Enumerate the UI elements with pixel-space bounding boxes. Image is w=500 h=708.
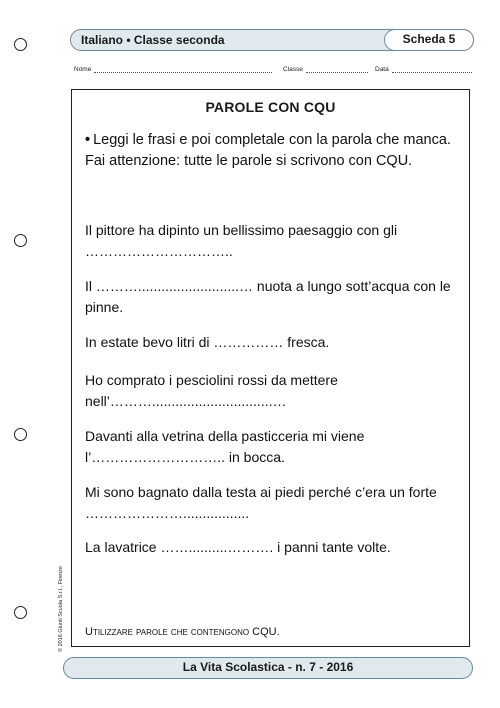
footnote: Utilizzare parole che contengono CQU.: [85, 626, 280, 638]
student-fields: [70, 66, 474, 78]
binder-hole-2: [14, 234, 27, 247]
copyright-notice: © 2016 Giunti Scuola S.r.l., Firenze: [58, 566, 64, 652]
name-line[interactable]: [94, 66, 272, 73]
sentence-6: Mi sono bagnato dalla testa ai piedi perché c’era un forte ………………….................: [85, 484, 437, 521]
sentence-7: La lavatrice ……..........………. i panni tante volte.: [85, 539, 391, 555]
footer-bar: La Vita Scolastica - n. 7 - 2016: [63, 657, 473, 679]
worksheet-frame: [71, 89, 470, 647]
name-label: Nome: [74, 66, 92, 73]
name-field[interactable]: [74, 66, 272, 73]
binder-hole-4: [14, 606, 27, 619]
worksheet-title: PAROLE CON CQU: [205, 99, 336, 115]
sentence-2: Il ………..........................… nuota a lungo sott’acqua con le pinne.: [85, 278, 451, 315]
instruction-body: Leggi le frasi e poi completale con la parola che manca. Fai attenzione: tutte le parole si scrivono con CQU.: [85, 132, 451, 169]
date-field[interactable]: [375, 66, 472, 73]
date-line[interactable]: [392, 66, 472, 73]
class-field[interactable]: [283, 66, 368, 73]
header-bar: [70, 29, 474, 51]
sentence-5: Davanti alla vetrina della pasticceria mi viene l’……………………….. in bocca.: [85, 428, 365, 465]
class-line[interactable]: [306, 66, 368, 73]
class-label: Classe: [283, 66, 303, 73]
date-label: Data: [375, 66, 389, 73]
sentence-3: In estate bevo litri di …………… fresca.: [85, 334, 330, 350]
sentence-4: Ho comprato i pesciolini rossi da mettere nell’………...............................…: [85, 372, 338, 409]
sentence-1: Il pittore ha dipinto un bellissimo paesaggio con gli …………………………..: [85, 222, 398, 259]
sheet-number: Scheda 5: [384, 29, 474, 51]
instruction-text: [85, 130, 459, 172]
binder-hole-3: [14, 428, 27, 441]
subject-label: Italiano • Classe seconda: [81, 33, 225, 47]
binder-hole-1: [14, 38, 27, 51]
bullet-icon: •: [85, 132, 91, 148]
